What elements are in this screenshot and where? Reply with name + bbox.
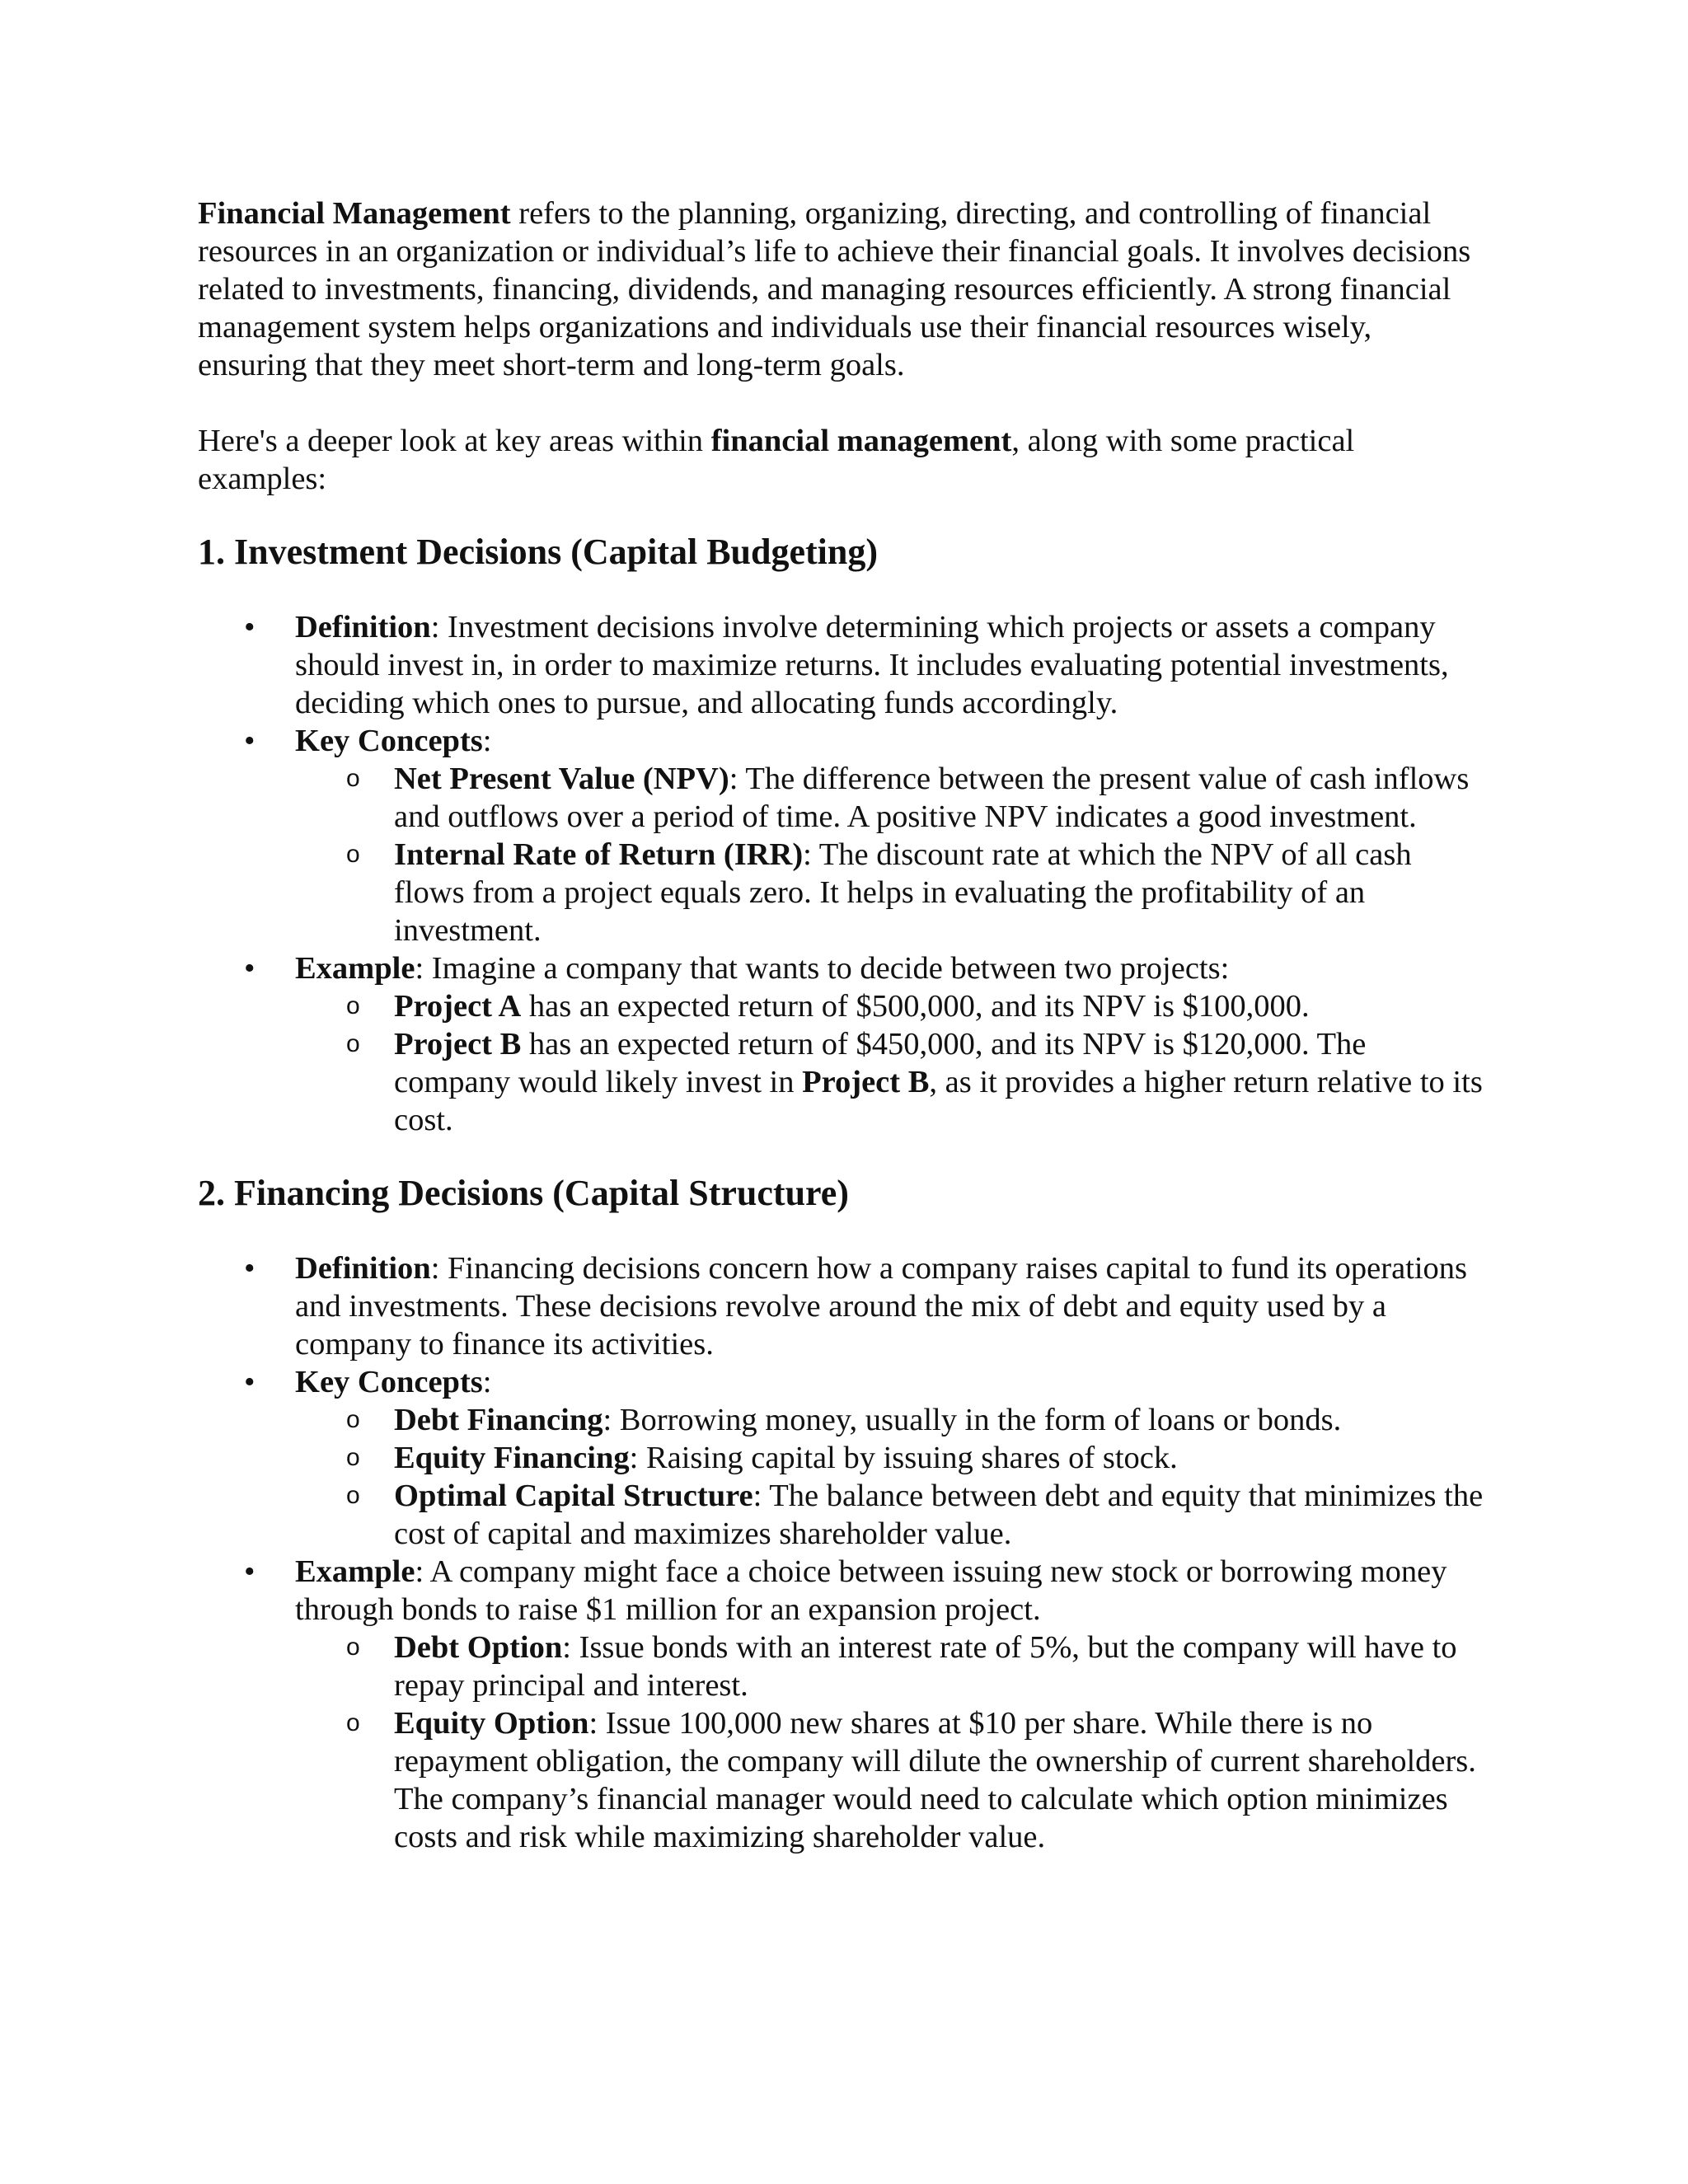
list-item-definition <box>295 1249 1484 1363</box>
project-b-label: Project B <box>394 1027 522 1062</box>
financing-list <box>198 1249 1484 1856</box>
npv-text: : The difference between the present value of cash inflows and outflows over a period of time. A positive NPV indicates a good investment. <box>394 762 1470 834</box>
key-concepts-label: Key Concepts <box>295 724 483 758</box>
example-sublist <box>295 987 1484 1139</box>
list-item-example <box>295 949 1484 1139</box>
project-b-text: has an expected return of $450,000, and its NPV is $120,000. The company would likely invest in <box>394 1027 1367 1099</box>
overview-text-post: , along with some practical examples: <box>198 424 1355 496</box>
intro-paragraph <box>198 194 1484 384</box>
example-label: Example <box>295 1554 415 1589</box>
debt-option-label: Debt Option <box>394 1630 563 1665</box>
debt-option-text: : Issue bonds with an interest rate of 5%, but the company will have to repay principal and interest. <box>394 1630 1457 1703</box>
irr-label: Internal Rate of Return (IRR) <box>394 837 804 872</box>
key-concepts-sublist <box>295 760 1484 949</box>
sublist-item-optimal-structure <box>394 1477 1484 1553</box>
example-label: Example <box>295 951 415 986</box>
sublist-item-project-a <box>394 987 1484 1025</box>
equity-option-text: : Issue 100,000 new shares at $10 per share. While there is no repayment obligation, the company will dilute the ownership of current shareholders. The company’s financial manager would need to calculate which option minimizes costs and risk while maximizing shareholder value. <box>394 1706 1476 1854</box>
section-heading-financing: 2. Financing Decisions (Capital Structure) <box>198 1173 849 1213</box>
key-concepts-label: Key Concepts <box>295 1365 483 1399</box>
example-sublist <box>295 1629 1484 1856</box>
sublist-item-equity-financing <box>394 1439 1484 1477</box>
definition-label: Definition <box>295 610 431 644</box>
sublist-item-debt-option <box>394 1629 1484 1704</box>
document-page <box>198 194 1484 1856</box>
sublist-item-debt-financing <box>394 1401 1484 1439</box>
list-item-example <box>295 1553 1484 1856</box>
list-item-key-concepts <box>295 1363 1484 1553</box>
npv-label: Net Present Value (NPV) <box>394 762 729 796</box>
key-concepts-colon: : <box>482 1365 492 1399</box>
project-a-text: has an expected return of $500,000, and its NPV is $100,000. <box>521 989 1310 1024</box>
project-b-text-2: , as it provides a higher return relative to its cost. <box>394 1065 1483 1137</box>
equity-financing-text: : Raising capital by issuing shares of stock. <box>629 1441 1178 1475</box>
example-text: : A company might face a choice between issuing new stock or borrowing money through bonds to raise $1 million for an expansion project. <box>295 1554 1447 1627</box>
project-b-label-2: Project B <box>802 1065 930 1099</box>
investment-list <box>198 608 1484 1139</box>
definition-label: Definition <box>295 1251 431 1286</box>
debt-financing-text: : Borrowing money, usually in the form of loans or bonds. <box>603 1403 1342 1437</box>
overview-paragraph <box>198 422 1484 498</box>
overview-term: financial management <box>710 424 1012 458</box>
definition-text: : Financing decisions concern how a company raises capital to fund its operations and investments. These decisions revolve around the mix of debt and equity used by a company to finance its activities. <box>295 1251 1468 1361</box>
debt-financing-label: Debt Financing <box>394 1403 603 1437</box>
list-item-key-concepts <box>295 722 1484 949</box>
equity-financing-label: Equity Financing <box>394 1441 630 1475</box>
optimal-structure-label: Optimal Capital Structure <box>394 1479 753 1513</box>
list-item-definition <box>295 608 1484 722</box>
sublist-item-npv <box>394 760 1484 836</box>
sublist-item-equity-option <box>394 1704 1484 1856</box>
key-concepts-colon: : <box>482 724 492 758</box>
example-text: : Imagine a company that wants to decide between two projects: <box>415 951 1230 986</box>
intro-text: refers to the planning, organizing, directing, and controlling of financial resources in an organization or individual’s life to achieve their financial goals. It involves decisions related to investments, financing, dividends, and managing resources efficiently. A strong financial management system helps organizations and individuals use their financial resources wisely, ensuring that they meet short-term and long-term goals. <box>198 196 1471 382</box>
sublist-item-project-b <box>394 1025 1484 1139</box>
definition-text: : Investment decisions involve determining which projects or assets a company should invest in, in order to maximize returns. It includes evaluating potential investments, deciding which ones to pursue, and allocating funds accordingly. <box>295 610 1449 720</box>
irr-text: : The discount rate at which the NPV of all cash flows from a project equals zero. It helps in evaluating the profitability of an investment. <box>394 837 1412 948</box>
optimal-structure-text: : The balance between debt and equity that minimizes the cost of capital and maximizes shareholder value. <box>394 1479 1484 1551</box>
equity-option-label: Equity Option <box>394 1706 589 1741</box>
key-concepts-sublist <box>295 1401 1484 1553</box>
sublist-item-irr <box>394 836 1484 949</box>
overview-text-pre: Here's a deeper look at key areas within <box>198 424 711 458</box>
project-a-label: Project A <box>394 989 522 1024</box>
section-heading-investment: 1. Investment Decisions (Capital Budgeting) <box>198 532 879 572</box>
intro-term: Financial Management <box>198 196 511 231</box>
